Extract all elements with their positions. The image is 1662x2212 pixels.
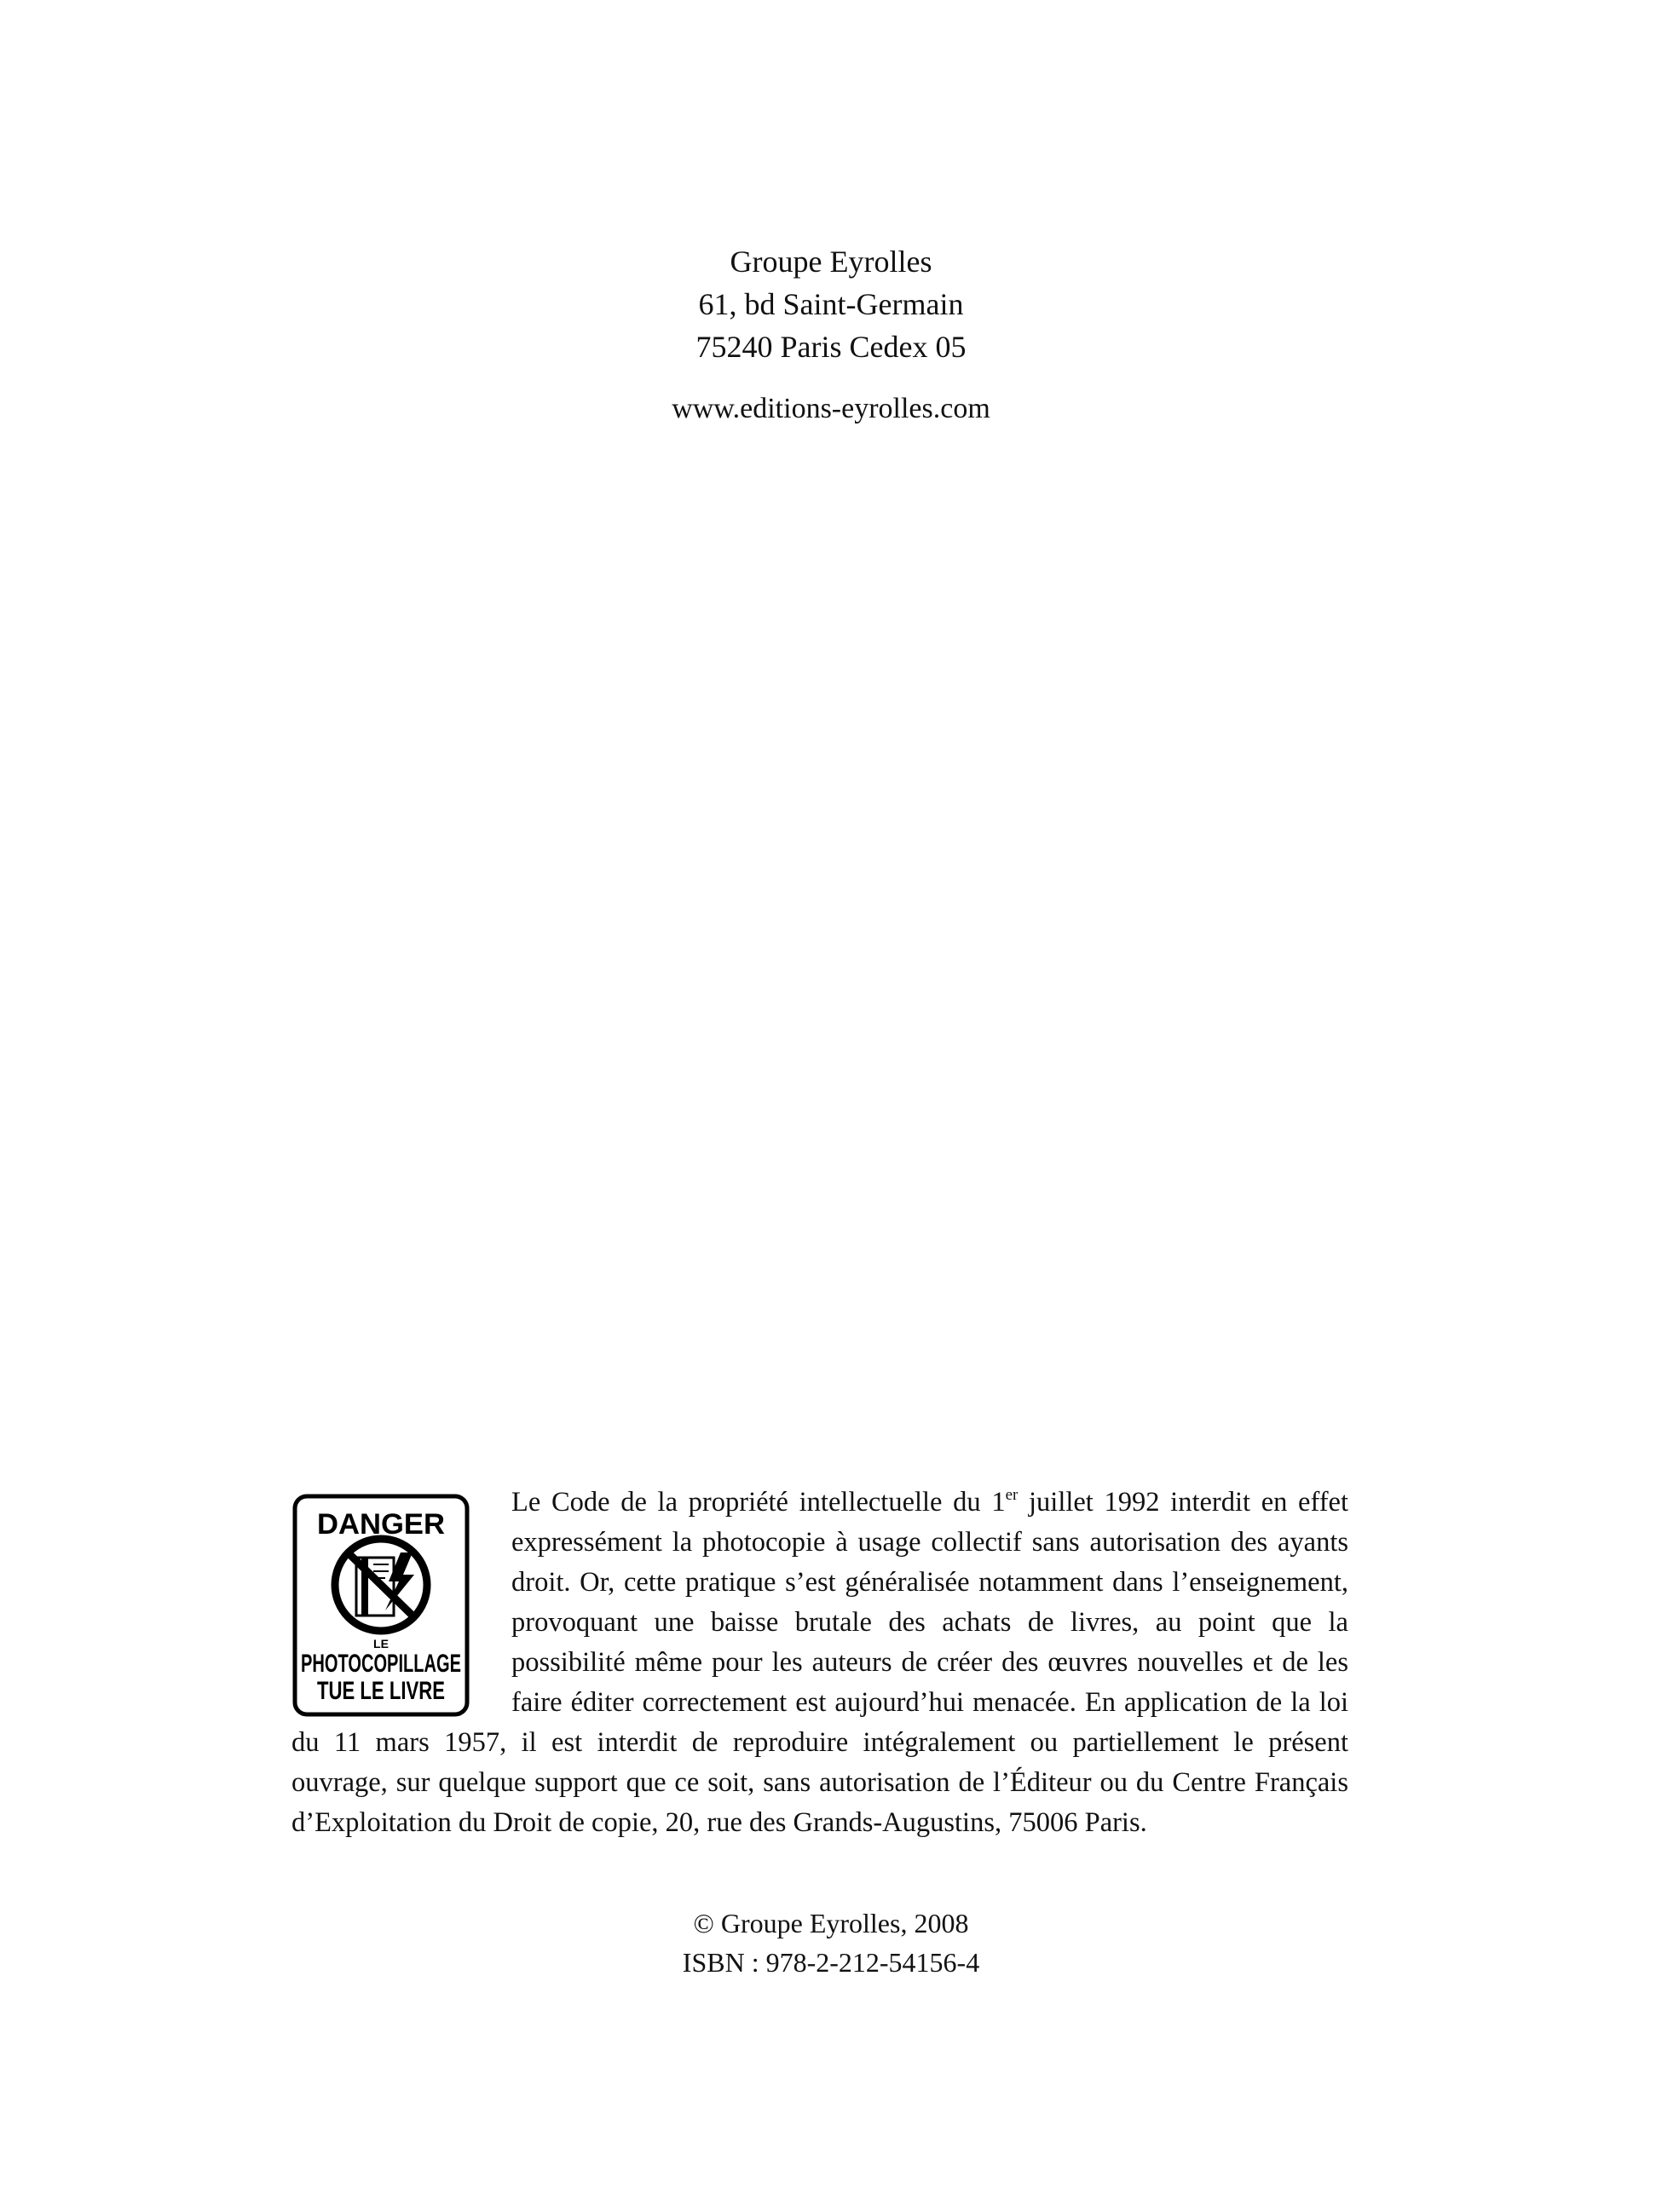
copyright-notice — [291, 1483, 1348, 1843]
notice-text-start: Le Code de la propriété intellectuelle du 1 — [511, 1487, 1006, 1518]
copyright-line: © Groupe Eyrolles, 2008 — [693, 1908, 969, 1938]
stamp-danger-text: DANGER — [317, 1508, 445, 1541]
stamp-line1-text: PHOTOCOPILLAGE — [301, 1650, 461, 1678]
stamp-line2-text: TUE LE LIVRE — [317, 1677, 445, 1705]
publisher-name: Groupe Eyrolles — [730, 245, 932, 279]
danger-photocopillage-stamp-icon — [291, 1493, 470, 1718]
isbn-line: ISBN : 978-2-212-54156-4 — [682, 1947, 980, 1978]
notice-ordinal-superscript: er — [1005, 1486, 1019, 1504]
notice-text-body: juillet 1992 interdit en effet expressément la photocopie à usage collectif sans autorisation des ayants droit. Or, cette pratique s’est généralisée notamment dans l’enseignement, provoquant une baisse brutale des achats de livres, au point que la possibilité même pour les auteurs de créer des œuvres nouvelles et de les faire éditer correctement est aujourd’hui menacée. En application de la loi du 11 mars 1957, il est interdit de reproduire intégralement ou partiellement le présent ouvrage, sur quelque support que ce soit, sans autorisation de l’Éditeur ou du Centre Français d’Exploitation du Droit de copie, 20, rue des Grands-Augustins, 75006 Paris. — [291, 1487, 1348, 1838]
publisher-website: www.editions-eyrolles.com — [672, 393, 990, 424]
publisher-city: 75240 Paris Cedex 05 — [695, 330, 967, 364]
publisher-street: 61, bd Saint-Germain — [698, 287, 964, 321]
publisher-address — [0, 240, 1662, 368]
stamp-le-text: LE — [373, 1637, 389, 1650]
copyright-block — [0, 1904, 1662, 1982]
